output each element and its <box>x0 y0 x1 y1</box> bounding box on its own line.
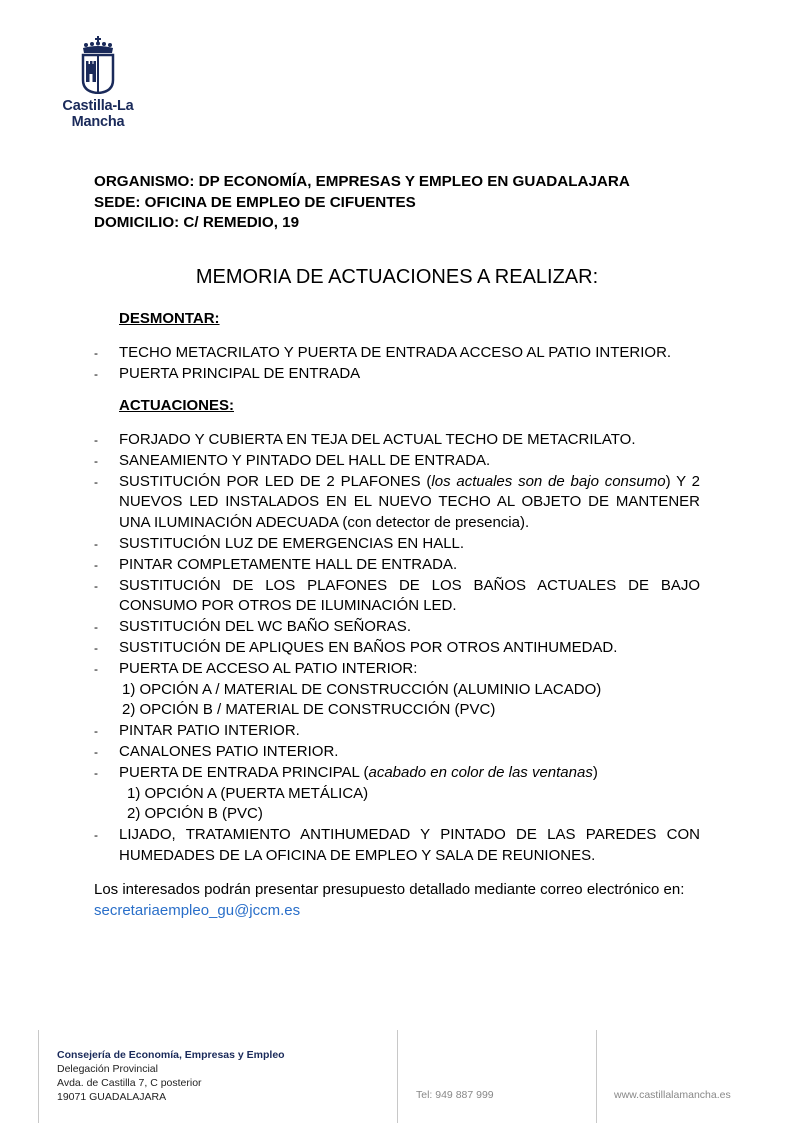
list-item: - SUSTITUCIÓN POR LED DE 2 PLAFONES (los actuales son de bajo consumo) Y 2 NUEVOS LED INSTALADOS EN EL NUEVO TECHO AL OBJETO DE MANTENER UNA ILUMINACIÓN ADECUADA (con detector de presencia). <box>94 472 700 532</box>
bullet-dash: - <box>94 346 98 360</box>
list-item: - PINTAR COMPLETAMENTE HALL DE ENTRADA. <box>94 555 458 573</box>
organismo-line: ORGANISMO: DP ECONOMÍA, EMPRESAS Y EMPLEO EN GUADALAJARA <box>94 173 630 190</box>
footer-divider <box>397 1030 398 1123</box>
footer-department: Consejería de Economía, Empresas y Empleo <box>57 1049 285 1061</box>
footer-divider <box>596 1030 597 1123</box>
sede-line: SEDE: OFICINA DE EMPLEO DE CIFUENTES <box>94 193 416 211</box>
sub-option: 2) OPCIÓN B / MATERIAL DE CONSTRUCCIÓN (PVC) <box>122 701 496 719</box>
list-item: - PUERTA DE ACCESO AL PATIO INTERIOR: 1) OPCIÓN A / MATERIAL DE CONSTRUCCIÓN (ALUMINIO LACADO) 2) OPCIÓN B / MATERIAL DE CONSTRUCCIÓN (PVC) <box>94 659 700 721</box>
list-item: - CANALONES PATIO INTERIOR. <box>94 742 339 760</box>
domicilio-line: DOMICILIO: C/ REMEDIO, 19 <box>94 214 300 231</box>
sub-option: 2) OPCIÓN B (PVC) <box>127 805 263 823</box>
footer-website-link[interactable]: www.castillalamancha.es <box>614 1089 731 1101</box>
list-item: - PUERTA PRINCIPAL DE ENTRADA <box>94 364 700 385</box>
sub-option: 1) OPCIÓN A (PUERTA METÁLICA) <box>127 784 369 802</box>
bullet-dash: - <box>94 366 98 381</box>
list-item: - PINTAR PATIO INTERIOR. <box>94 722 300 740</box>
sub-option: 1) OPCIÓN A / MATERIAL DE CONSTRUCCIÓN (ALUMINIO LACADO) <box>122 680 602 698</box>
email-link[interactable]: secretariaempleo_gu@jccm.es <box>94 902 301 919</box>
coat-of-arms-icon <box>80 36 116 94</box>
logo-wordmark: Castilla-La Mancha <box>62 98 134 130</box>
list-item: - SANEAMIENTO Y PINTADO DEL HALL DE ENTRADA. <box>94 451 491 469</box>
desmontar-list <box>94 343 700 385</box>
footer-street: Avda. de Castilla 7, C posterior <box>57 1077 202 1089</box>
desmontar-heading: DESMONTAR: <box>119 310 220 327</box>
closing-paragraph: Los interesados podrán presentar presupuesto detallado mediante correo electrónico en: secretariaempleo_gu@jccm.es <box>94 881 685 919</box>
list-item: - SUSTITUCIÓN DE LOS PLAFONES DE LOS BAÑOS ACTUALES DE BAJO CONSUMO POR OTROS DE ILUMINACIÓN LED. <box>94 576 700 615</box>
list-item: - PUERTA DE ENTRADA PRINCIPAL (acabado en color de las ventanas) 1) OPCIÓN A (PUERTA METÁLICA) 2) OPCIÓN B (PVC) <box>94 763 700 825</box>
actuaciones-list <box>94 430 700 867</box>
footer-phone: Tel: 949 887 999 <box>416 1089 494 1101</box>
list-item: - LIJADO, TRATAMIENTO ANTIHUMEDAD Y PINTADO DE LAS PAREDES CON HUMEDADES DE LA OFICINA DE EMPLEO Y SALA DE REUNIONES. <box>94 826 700 864</box>
list-item: - FORJADO Y CUBIERTA EN TEJA DEL ACTUAL TECHO DE METACRILATO. <box>94 431 636 448</box>
list-item: - SUSTITUCIÓN LUZ DE EMERGENCIAS EN HALL. <box>94 534 465 552</box>
footer-delegation: Delegación Provincial <box>57 1063 158 1075</box>
actuaciones-heading: ACTUACIONES: <box>119 397 234 414</box>
footer-city: 19071 GUADALAJARA <box>57 1091 167 1103</box>
footer-address <box>57 1048 285 1104</box>
header-block <box>94 172 734 234</box>
footer-divider <box>38 1030 39 1123</box>
list-item: - SUSTITUCIÓN DE APLIQUES EN BAÑOS POR OTROS ANTIHUMEDAD. <box>94 638 618 656</box>
list-item: - TECHO METACRILATO Y PUERTA DE ENTRADA ACCESO AL PATIO INTERIOR. <box>94 343 700 364</box>
document-title: MEMORIA DE ACTUACIONES A REALIZAR: <box>195 266 599 288</box>
list-item: - SUSTITUCIÓN DEL WC BAÑO SEÑORAS. <box>94 618 411 636</box>
castilla-la-mancha-logo <box>36 36 160 130</box>
